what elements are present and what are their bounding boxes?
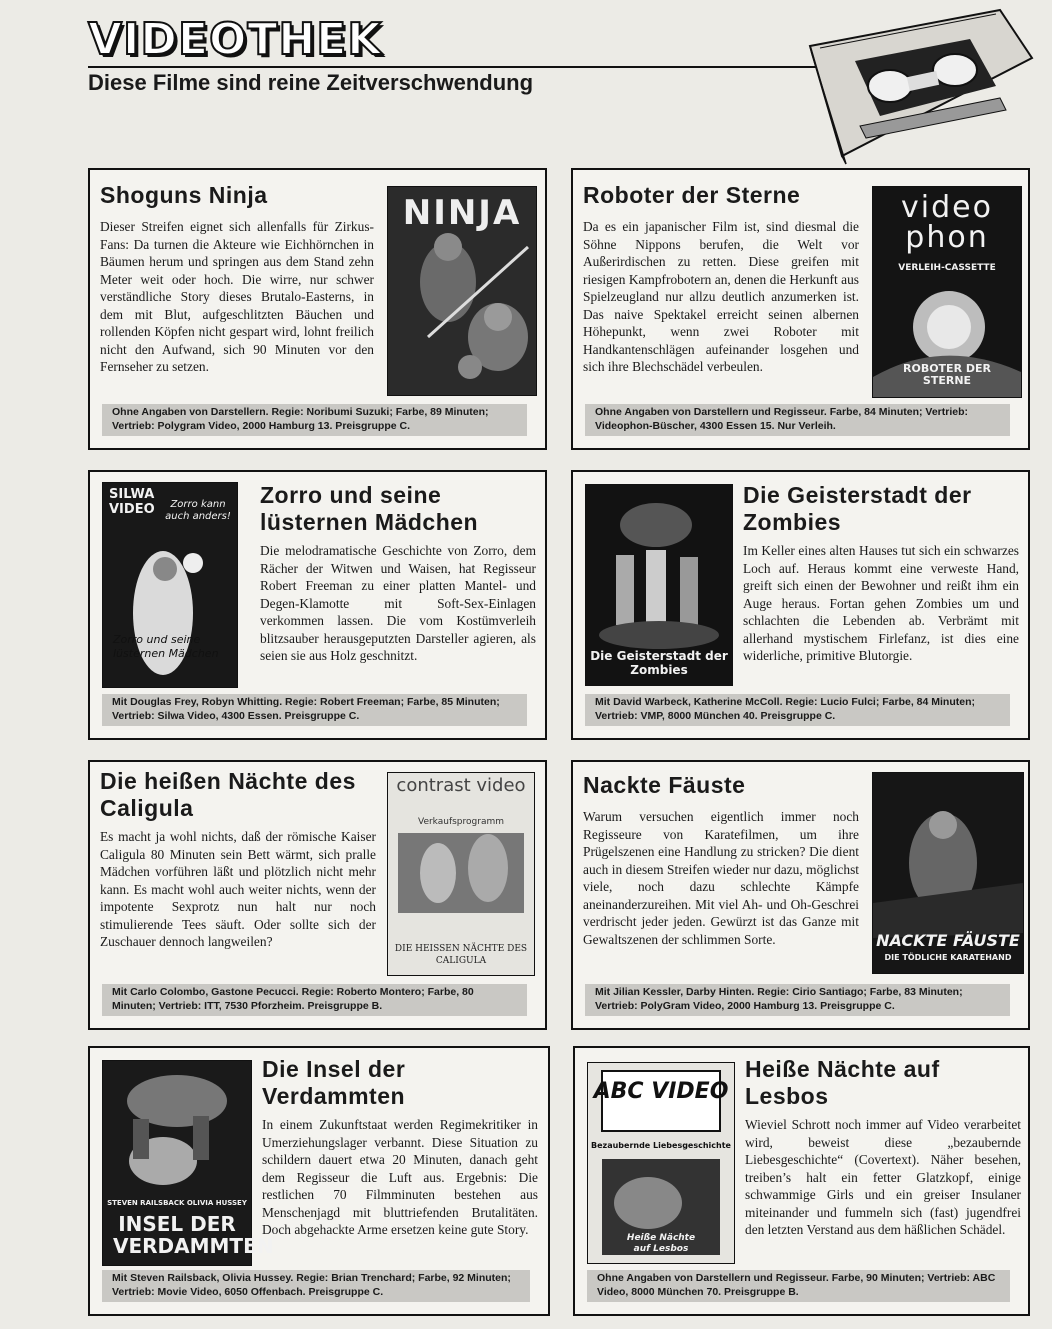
review-card-insel-der-verdammten (88, 1046, 550, 1316)
review-card-heisse-naechte-auf-lesbos (573, 1046, 1030, 1316)
cover-title: Heiße Nächte auf Lesbos (626, 1233, 696, 1254)
cover-title: NACKTE FÄUSTE (876, 931, 1020, 950)
review-title: Heiße Nächte auf Lesbos (745, 1056, 940, 1109)
review-title: Die Geisterstadt der Zombies (743, 482, 972, 535)
video-cover-image (872, 186, 1022, 398)
review-card-roboter-der-sterne (571, 168, 1030, 450)
video-cover-image (872, 772, 1024, 974)
video-cover-image (387, 186, 537, 396)
video-cover-image (387, 772, 535, 976)
masthead-rule (88, 66, 830, 68)
review-body: Im Keller eines alten Hauses tut sich ein schwarzes Loch auf. Heraus kommt eine verweste Hand, greift sich einen der Bewohner und reißt ihm ein Auge heraus. Fortan gehen Zombies um und schlachten die Lebenden ab. Verbrämt mit allerhand mystischem Firlefanz, ist dies eine widerliche, primitive Blutorgie. (743, 543, 1019, 663)
review-credits: Mit Carlo Colombo, Gastone Pecucci. Regie: Roberto Montero; Farbe, 80 Minuten; Vertrieb: ITT, 7530 Pforzheim. Preisgruppe B. (102, 984, 527, 1016)
review-credits: Ohne Angaben von Darstellern. Regie: Noribumi Suzuki; Farbe, 89 Minuten; Vertrieb: Polygram Video, 2000 Hamburg 13. Preisgruppe C. (102, 404, 527, 436)
review-body: Die melodramatische Geschichte von Zorro, dem Rächer der Witwen und Waisen, hat Regisseur Robert Freeman zu einer platten Mantel- und Degen-Klamotte mit Soft-Sex-Einlagen verkommen lassen. Die vom Kostümverleih blitzsauber herausgeputzten Darsteller agieren, als seien sie aus Holz geschnitzt. (260, 543, 536, 663)
cover-logo: video phon (901, 190, 993, 255)
review-title: Roboter der Sterne (583, 182, 801, 208)
review-body: Es macht ja wohl nichts, daß der römische Kaiser Caligula 80 Minuten sein Bett wärmt, sich pralle Mädchen vorführen läßt und plötzlich nicht mehr kann. Es macht wohl auch weiter nichts, wenn der impotente Sexprotz nun halt nur noch stimulierende Tees säuft. Oder sollte sich der Zuschauer dennoch langweilen? (100, 829, 376, 949)
review-credits: Ohne Angaben von Darstellern und Regisseur. Farbe, 84 Minuten; Vertrieb: Videophon-Büscher, 4300 Essen 15. Nur Verleih. (585, 404, 1010, 436)
video-cassette-illustration (800, 6, 1040, 161)
review-card-shoguns-ninja (88, 168, 547, 450)
cover-title: NINJA (402, 193, 522, 233)
cover-title: Zorro und seine lüsternen Mädchen (113, 633, 219, 660)
review-credits: Mit Steven Railsback, Olivia Hussey. Regie: Brian Trenchard; Farbe, 92 Minuten; Vertrieb: Movie Video, 6050 Offenbach. Preisgruppe C. (102, 1270, 530, 1302)
review-credits: Mit Jilian Kessler, Darby Hinten. Regie: Cirio Santiago; Farbe, 83 Minuten; Vertrieb: PolyGram Video, 2000 Hamburg 13. Preisgruppe C. (585, 984, 1010, 1016)
review-title: Shoguns Ninja (100, 182, 268, 208)
video-cover-image (585, 484, 733, 686)
cover-title: DIE HEISSEN NÄCHTE DES CALIGULA (394, 944, 528, 966)
review-credits: Ohne Angaben von Darstellern und Regisseur. Farbe, 90 Minuten; Vertrieb: ABC Video, 8000 München 70. Preisgruppe B. (587, 1270, 1010, 1302)
review-title: Zorro und seine lüsternen Mädchen (260, 482, 479, 535)
review-card-caligula (88, 760, 547, 1030)
cover-logo: contrast video (396, 775, 526, 796)
review-title: Die Insel der Verdammten (262, 1056, 406, 1109)
cover-title: ROBOTER DER STERNE (903, 362, 991, 387)
cover-subtitle: Bezaubernde Liebesgeschichte (591, 1141, 731, 1150)
review-body: Da es ein japanischer Film ist, sind diesmal die Söhne Nippons berufen, die Welt vor Außerirdischen zu retten. Diese greifen mit riesigen Kampfrobotern an, denen die Herkunft aus Spielzeugland nur allzu deutlich anzumerken ist. Das naive Spektakel erreicht seinen albernen Höhepunkt, wenn zwei Roboter mit Handkantenschlägen aufeinander losgehen und sich ihre Blechschädel verbeulen. (583, 219, 859, 374)
masthead (88, 14, 383, 65)
review-card-nackte-faeuste (571, 760, 1030, 1030)
review-credits: Mit David Warbeck, Katherine McColl. Regie: Lucio Fulci; Farbe, 84 Minuten; Vertrieb: VMP, 8000 München 40. Preisgruppe C. (585, 694, 1010, 726)
review-body: Dieser Streifen eignet sich allenfalls für Zirkus-Fans: Da turnen die Akteure wie Eichhörnchen in Bäumen herum und springen aus dem Stand zehn Meter weit oder hoch. Die wirre, nur schwer verständliche Story dieses Brutalo-Easterns, in dem mit Blut, aufgeschlitzten Bäuchen und rollenden Köpfen nicht gespart wird, lohnt freilich nicht den Aufwand, sich 90 Minuten vor den Fernseher zu setzen. (100, 219, 374, 374)
cover-actors: STEVEN RAILSBACK OLIVIA HUSSEY (107, 1199, 247, 1207)
page-subtitle: Diese Filme sind reine Zeitverschwendung (88, 70, 534, 95)
review-body: Warum versuchen eigentlich immer noch Regisseure von Karatefilmen, um ihre Prügelszenen eine Handlung zu stricken? Die dient auch in diesem Streifen wieder nur dazu, möglichst viele, noch dazu schlechte Kämpfe aneinanderzureihen. Mit viel Ah- und Oh-Geschrei verdrischt jeder jeden. Gewürzt ist das Ganze mit Gewaltszenen der schlimmen Sorte. (583, 809, 859, 947)
cover-subtitle: VERLEIH-CASSETTE (898, 263, 996, 273)
video-cover-image (102, 482, 238, 688)
review-title: Nackte Fäuste (583, 772, 746, 798)
review-card-zorro (88, 470, 547, 740)
cover-logo: ABC VIDEO (593, 1079, 729, 1104)
page-title: VIDEOTHEK (88, 14, 383, 65)
cover-title: INSEL DER VERDAMMTEN (113, 1212, 274, 1258)
cover-tagline: Zorro kann auch anders! (165, 499, 231, 522)
review-body: Wieviel Schrott noch immer auf Video verarbeitet wird, beweist diese „bezaubernde Liebesgeschichte“ (Covertext). Näher besehen, treiben’s halt ein fetter Glatzkopf, einige schwammige Girls und ein greiser Insulaner miteinander und fummeln sich (fast) jugendfrei den letzten Verstand aus dem häßlichen Schädel. (745, 1117, 1021, 1237)
cover-title: Die Geisterstadt der Zombies (590, 649, 728, 677)
review-body: In einem Zukunftstaat werden Regimekritiker in Umerziehungslager verbannt. Diese Situation zu schildern dauert etwa 20 Minuten, danach geht dem Regisseur die Luft aus. Ergebnis: Die restlichen 70 Filmminuten bestehen aus Menschenjagd mit bluttriefenden Brutalitäten. Doch abgehackte Arme ersetzen keine gute Story. (262, 1117, 538, 1237)
video-cover-image (587, 1062, 735, 1264)
review-title: Die heißen Nächte des Caligula (100, 768, 356, 821)
review-credits: Mit Douglas Frey, Robyn Whitting. Regie: Robert Freeman; Farbe, 85 Minuten; Vertrieb: Silwa Video, 4300 Essen. Preisgruppe C. (102, 694, 527, 726)
video-cover-image (102, 1060, 274, 1266)
cover-subtitle: DIE TÖDLICHE KARATEHAND (884, 953, 1012, 962)
review-card-geisterstadt-der-zombies (571, 470, 1030, 740)
cover-logo: SILWA VIDEO (109, 487, 155, 517)
cover-subtitle: Verkaufsprogramm (417, 817, 504, 827)
